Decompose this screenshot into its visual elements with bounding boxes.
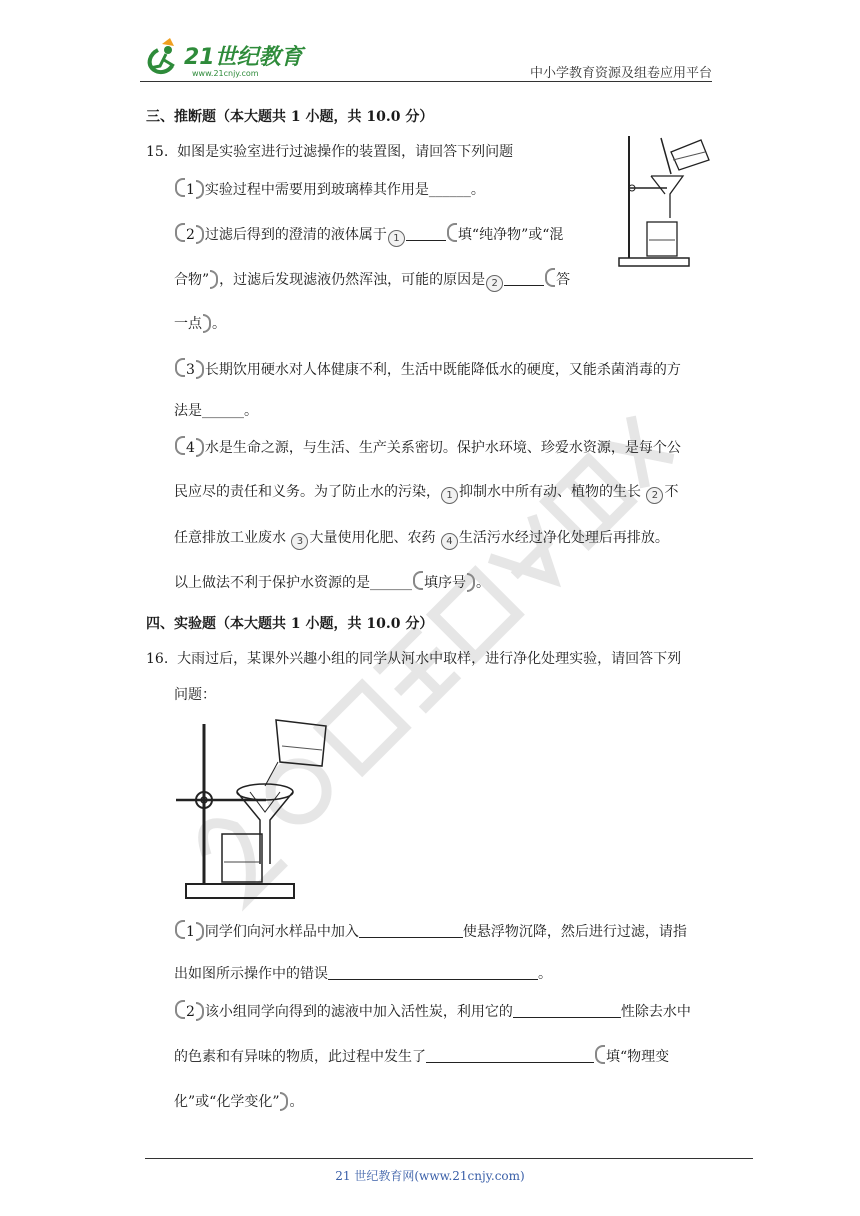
logo-sub-text: www.21cnjy.com — [192, 69, 259, 78]
q15-part2-line1: 2 过滤后得到的澄清的液体属于 1 填“纯净物”或“混 — [174, 223, 563, 247]
part-marker-icon — [175, 920, 185, 939]
q15-part2-line2: 合物” ，过滤后发现滤液仍然浑浊，可能的原因是 2 答 — [174, 268, 570, 292]
q15-part4-line4: 以上做法不利于保护水资源的是______ 填序号 。 — [174, 571, 490, 592]
filtration-apparatus-figure-small — [615, 130, 715, 270]
section-4-title: 四、实验题（本大题共 1 小题，共 10.0 分） — [146, 616, 434, 632]
q16-part2-line1: 2 该小组同学向得到的滤液中加入活性炭，利用它的 性除去水中 — [174, 1000, 691, 1021]
q15-stem: 15. 如图是实验室进行过滤操作的装置图，请回答下列问题 — [146, 144, 514, 160]
paren-icon — [447, 223, 457, 242]
q16-part2-line2: 的色素和有异味的物质，此过程中发生了 填“物理变 — [174, 1045, 669, 1066]
q16-number: 16. — [146, 651, 169, 667]
q16-stem-line1: 16. 大雨过后，某课外兴趣小组的同学从河水中取样，进行净化处理实验，请回答下列 — [146, 651, 682, 667]
site-logo — [140, 36, 310, 80]
part-marker-icon — [196, 1002, 204, 1021]
q15-part4-line3: 任意排放工业废水 3 大量使用化肥、农药 4 生活污水经过净化处理后再排放。 — [174, 527, 669, 550]
paren-icon — [203, 314, 211, 333]
q15-part3-line1: 3 长期饮用硬水对人体健康不利，生活中既能降低水的硬度，又能杀菌消毒的方 — [174, 358, 681, 379]
answer-blank[interactable] — [426, 1062, 594, 1063]
q15-part3-line2: 法是______。 — [174, 403, 258, 419]
footer-link[interactable]: 21 世纪教育网(www.21cnjy.com) — [335, 1169, 525, 1183]
option-number-icon: 3 — [291, 533, 308, 550]
answer-blank[interactable] — [504, 285, 544, 286]
part-marker-icon — [196, 225, 204, 244]
q15-part4-line2: 民应尽的责任和义务。为了防止水的污染， 1 抑制水中所有动、植物的生长 2 不 — [174, 481, 678, 504]
part-marker-icon — [175, 223, 185, 242]
part-marker-icon — [175, 358, 185, 377]
paren-icon — [413, 571, 423, 590]
part-marker-icon — [175, 178, 185, 197]
part-marker-icon — [196, 438, 204, 457]
paren-icon — [280, 1092, 288, 1111]
option-number-icon: 2 — [646, 487, 663, 504]
paren-icon — [210, 270, 218, 289]
blank-number-icon: 2 — [486, 275, 503, 292]
section-3-title: 三、推断题（本大题共 1 小题，共 10.0 分） — [146, 109, 434, 125]
option-number-icon: 1 — [441, 487, 458, 504]
header-divider — [140, 81, 712, 82]
q15-number: 15. — [146, 144, 169, 160]
q16-part1-line1: 1 同学们向河水样品中加入 使悬浮物沉降，然后进行过滤，请指 — [174, 920, 687, 941]
part-marker-icon — [196, 922, 204, 941]
part-marker-icon — [196, 360, 204, 379]
answer-blank[interactable] — [513, 1017, 621, 1018]
option-number-icon: 4 — [441, 533, 458, 550]
answer-blank[interactable] — [406, 240, 446, 241]
q16-part1-line2: 出如图所示操作中的错误 。 — [174, 966, 552, 982]
answer-blank[interactable] — [359, 937, 463, 938]
part-marker-icon — [175, 436, 185, 455]
part-marker-icon — [175, 1000, 185, 1019]
paren-icon — [467, 573, 475, 592]
q16-part2-line3: 化”或“化学变化” 。 — [174, 1094, 304, 1110]
q15-part4-line1: 4 水是生命之源，与生活、生产关系密切。保护水环境、珍爱水资源，是每个公 — [174, 436, 681, 457]
q16-stem-line2: 问题： — [174, 687, 216, 703]
paren-icon — [545, 268, 555, 287]
footer-divider — [145, 1158, 753, 1159]
part-marker-icon — [196, 180, 204, 199]
paren-icon — [595, 1045, 605, 1064]
logo-main-text: 21世纪教育 — [184, 45, 303, 70]
answer-blank[interactable] — [328, 979, 538, 980]
q15-part1: 1 实验过程中需要用到玻璃棒其作用是______。 — [174, 178, 485, 199]
blank-number-icon: 1 — [388, 230, 405, 247]
filtration-apparatus-figure-large — [172, 716, 342, 902]
q15-part2-line3: 一点 。 — [174, 316, 226, 332]
header-platform-text: 中小学教育资源及组卷应用平台 — [529, 66, 712, 81]
